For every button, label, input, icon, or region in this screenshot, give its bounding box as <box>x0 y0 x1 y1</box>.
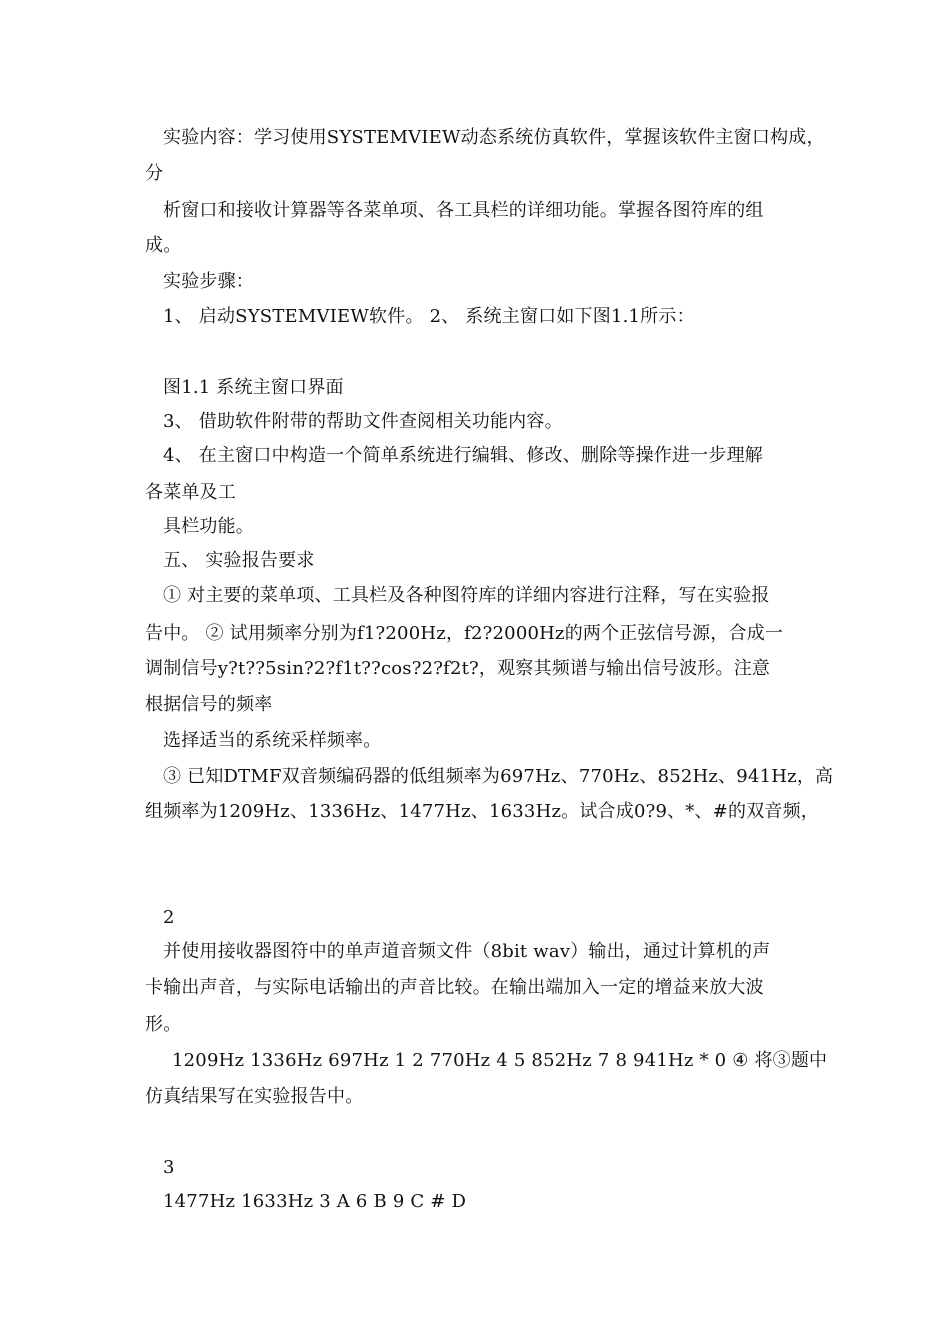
text-line-req-1: ① 对主要的菜单项、工具栏及各种图符库的详细内容进行注释，写在实验报 <box>163 585 770 606</box>
page-number: 2 <box>163 907 175 928</box>
section-heading-report: 五、 实验报告要求 <box>163 550 315 571</box>
text-line-step-1-2: 1、 启动SYSTEMVIEW软件。 2、 系统主窗口如下图1.1所示： <box>163 306 695 327</box>
text-line-content-analysis-cont: 成。 <box>145 235 182 256</box>
text-line-req-2-cont: 根据信号的频率 <box>145 694 273 715</box>
figure-caption: 图1.1 系统主窗口界面 <box>163 377 344 398</box>
text-line-content-analysis: 析窗口和接收计算器等各菜单项、各工具栏的详细功能。掌握各图符库的组 <box>163 200 764 221</box>
text-line-req-1-2: 告中。 ② 试用频率分别为f1?200Hz，f2?2000Hz的两个正弦信号源，合成一 <box>145 623 784 644</box>
text-line-content-intro-cont: 分 <box>145 163 164 184</box>
text-line-req-3-output: 并使用接收器图符中的单声道音频文件（8bit wav）输出，通过计算机的声 <box>163 941 771 962</box>
text-line-req-3-output-cont: 卡输出声音，与实际电话输出的声音比较。在输出端加入一定的增益来放大波 <box>145 977 764 998</box>
text-line-req-4-cont: 仿真结果写在实验报告中。 <box>145 1086 364 1107</box>
text-line-step-4-cont: 各菜单及工 <box>145 482 236 503</box>
text-line-req-3: ③ 已知DTMF双音频编码器的低组频率为697Hz、770Hz、852Hz、941Hz，高 <box>163 766 834 787</box>
page-number: 3 <box>163 1157 175 1178</box>
text-line-req-3-output-cont2: 形。 <box>145 1014 182 1035</box>
text-line-dtmf-table-row: 1209Hz 1336Hz 697Hz 1 2 770Hz 4 5 852Hz 7 8 941Hz * 0 ④ 将③题中 <box>172 1050 828 1071</box>
text-line-dtmf-table-row-2: 1477Hz 1633Hz 3 A 6 B 9 C # D <box>163 1191 467 1212</box>
text-line-req-3-cont: 组频率为1209Hz、1336Hz、1477Hz、1633Hz。试合成0?9、*、#的双音频， <box>145 801 819 822</box>
text-line-req-2: 调制信号y?t??5sin?2?f1t??cos?2?f2t?，观察其频谱与输出信号波形。注意 <box>145 658 771 679</box>
text-line-content-intro: 实验内容：学习使用SYSTEMVIEW动态系统仿真软件，掌握该软件主窗口构成， <box>163 127 825 148</box>
text-line-step-4-cont2: 具栏功能。 <box>163 516 254 537</box>
text-line-req-2-cont2: 选择适当的系统采样频率。 <box>163 730 382 751</box>
text-line-step-3: 3、 借助软件附带的帮助文件查阅相关功能内容。 <box>163 411 563 432</box>
text-line-steps-heading: 实验步骤： <box>163 271 254 292</box>
text-line-step-4: 4、 在主窗口中构造一个简单系统进行编辑、修改、删除等操作进一步理解 <box>163 445 763 466</box>
